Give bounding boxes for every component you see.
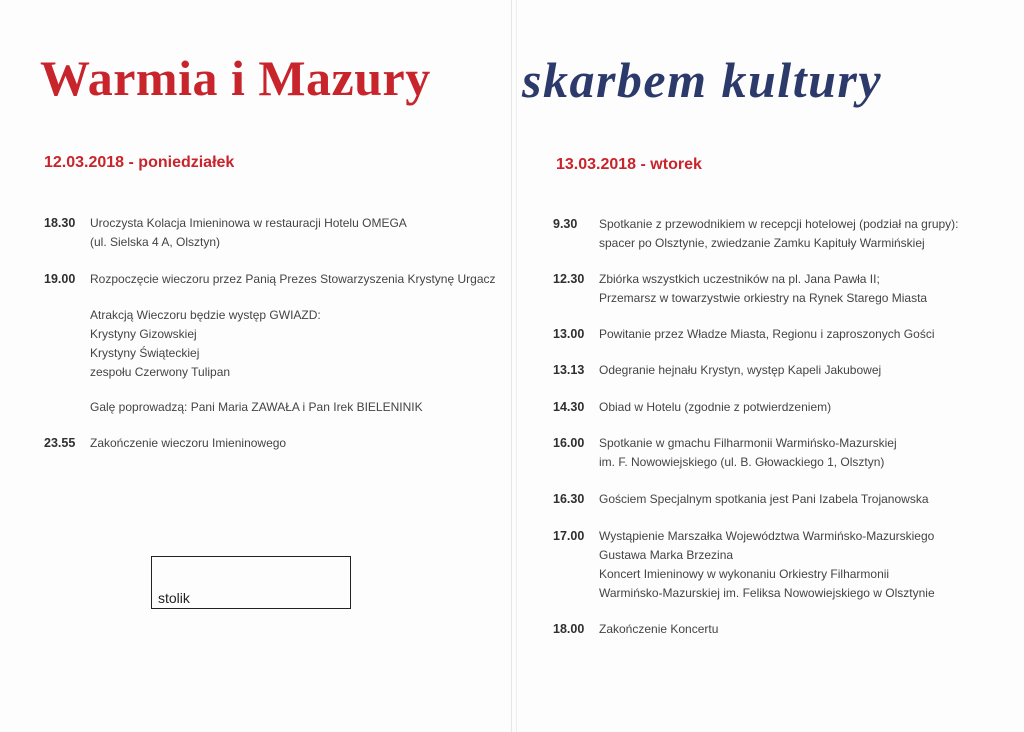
entry-time: 14.30	[553, 400, 585, 414]
entry-line: Gościem Specjalnym spotkania jest Pani Izabela Trojanowska	[599, 492, 929, 506]
entry-line: spacer po Olsztynie, zwiedzanie Zamku Kapituły Warmińskiej	[599, 236, 925, 250]
entry-line: Odegranie hejnału Krystyn, występ Kapeli Jakubowej	[599, 363, 882, 377]
schedule-entry	[44, 270, 496, 289]
entry-line: Wystąpienie Marszałka Województwa Warmińsko-Mazurskiego	[599, 529, 935, 543]
entry-line: Spotkanie z przewodnikiem w recepcji hotelowej (podział na grupy):	[599, 217, 959, 231]
schedule-entry	[553, 620, 718, 639]
performer-name: Krystyny Gizowskiej	[90, 327, 197, 341]
entry-line: (ul. Sielska 4 A, Olsztyn)	[90, 235, 221, 249]
entry-time: 16.30	[553, 492, 585, 506]
entry-time: 18.30	[44, 216, 76, 230]
entry-line: Spotkanie w gmachu Filharmonii Warmińsko-Mazurskiej	[599, 436, 897, 450]
entry-time: 12.30	[553, 272, 585, 286]
entry-description	[90, 214, 407, 252]
table-number-box[interactable]	[151, 556, 351, 609]
entry-time: 19.00	[44, 272, 76, 286]
entry-time: 23.55	[44, 436, 76, 450]
entry-line: Koncert Imieninowy w wykonaniu Orkiestry Filharmonii	[599, 567, 890, 581]
hosts-line: Galę poprowadzą: Pani Maria ZAWAŁA i Pan Irek BIELENINIK	[90, 400, 423, 414]
performers-intro: Atrakcją Wieczoru będzie występ GWIAZD:	[90, 308, 321, 322]
entry-description	[90, 434, 286, 453]
entry-time: 17.00	[553, 529, 585, 543]
schedule-entry	[553, 215, 959, 253]
day-heading-monday: 12.03.2018 - poniedziałek	[44, 154, 235, 171]
gala-hosts	[44, 398, 423, 417]
entry-time: 9.30	[553, 217, 578, 231]
title-part-1: Warmia i Mazury	[40, 50, 431, 106]
entry-line: im. F. Nowowiejskiego (ul. B. Głowackiego 1, Olsztyn)	[599, 455, 885, 469]
entry-line: Zakończenie wieczoru Imieninowego	[90, 436, 287, 450]
schedule-entry	[553, 434, 897, 472]
performer-name: Krystyny Świąteckiej	[90, 346, 200, 360]
performer-name: zespołu Czerwony Tulipan	[90, 365, 231, 379]
star-performers	[44, 306, 321, 382]
entry-line: Uroczysta Kolacja Imieninowa w restauracji Hotelu OMEGA	[90, 216, 407, 230]
entry-time: 16.00	[553, 436, 585, 450]
entry-line: Obiad w Hotelu (zgodnie z potwierdzeniem)	[599, 400, 832, 414]
day-heading-tuesday: 13.03.2018 - wtorek	[556, 156, 702, 173]
schedule-entry	[553, 490, 929, 509]
entry-time: 13.00	[553, 327, 585, 341]
schedule-entry	[553, 270, 927, 308]
entry-line: Gustawa Marka Brzezina	[599, 548, 734, 562]
schedule-entry	[553, 527, 935, 603]
schedule-entry	[553, 361, 881, 380]
entry-line: Powitanie przez Władze Miasta, Regionu i zaproszonych Gości	[599, 327, 935, 341]
entry-line: Rozpoczęcie wieczoru przez Panią Prezes Stowarzyszenia Krystynę Urgacz	[90, 272, 496, 286]
title-part-2: skarbem kultury	[522, 52, 883, 108]
fold-line-shadow	[516, 0, 517, 732]
entry-line: Przemarsz w towarzystwie orkiestry na Rynek Starego Miasta	[599, 291, 928, 305]
schedule-entry	[44, 214, 407, 252]
schedule-entry	[553, 398, 831, 417]
entry-line: Zbiórka wszystkich uczestników na pl. Jana Pawła II;	[599, 272, 880, 286]
table-label: stolik	[158, 590, 190, 606]
schedule-entry	[44, 434, 286, 453]
entry-description	[90, 270, 496, 289]
entry-time: 18.00	[553, 622, 585, 636]
entry-time: 13.13	[553, 363, 585, 377]
entry-line: Warmińsko-Mazurskiej im. Feliksa Nowowiejskiego w Olsztynie	[599, 586, 935, 600]
fold-line	[511, 0, 512, 732]
schedule-entry	[553, 325, 934, 344]
entry-line: Zakończenie Koncertu	[599, 622, 719, 636]
